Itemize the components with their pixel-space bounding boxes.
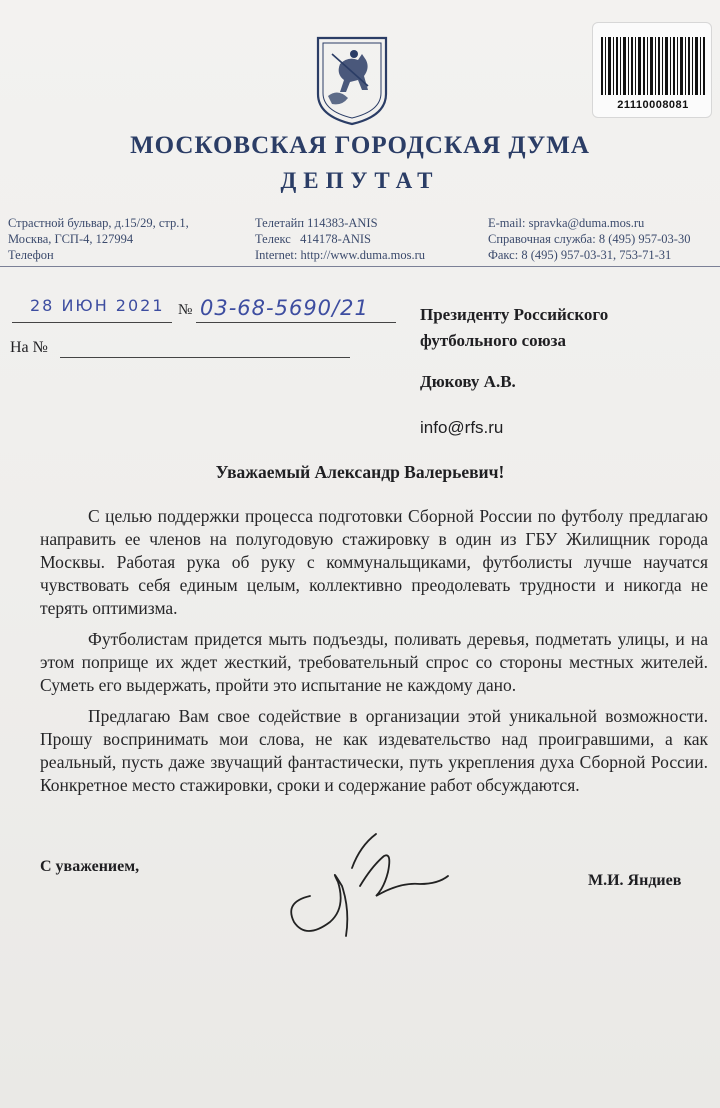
registration-date: 28 ИЮН 2021	[30, 296, 165, 315]
reference-underline	[60, 357, 350, 358]
address-line: Москва, ГСП-4, 127994	[8, 232, 134, 246]
signature-icon	[280, 826, 460, 946]
telex-line: Телекс 414178-ANIS	[255, 232, 372, 246]
address-line: Страстной бульвар, д.15/29, стр.1,	[8, 216, 189, 230]
signer-name: М.И. Яндиев	[588, 872, 682, 889]
salutation: Уважаемый Александр Валерьевич!	[215, 462, 505, 482]
reference-label: На №	[10, 339, 48, 356]
barcode-sticker	[592, 22, 712, 118]
recipient-name: Дюкову А.В.	[420, 372, 516, 391]
number-underline	[196, 322, 396, 323]
letter-body	[40, 505, 708, 805]
addressee-line: Президенту Российского	[420, 305, 609, 324]
org-title: МОСКОВСКАЯ ГОРОДСКАЯ ДУМА	[130, 132, 590, 159]
moscow-coat-of-arms-icon	[314, 34, 390, 126]
barcode-number: 21110008081	[617, 99, 689, 111]
paragraph: Предлагаю Вам свое содействие в организации этой уникальной возможности. Прошу воспринимать мои слова, не как издевательство над проигравшими, а как реальный, пусть даже звучащий фантастически, путь укрепления духа Сборной России. Конкретное место стажировки, сроки и содержание работ обсуждаются.	[40, 706, 708, 795]
phone-label: Телефон	[8, 248, 54, 262]
barcode-icon	[601, 37, 705, 95]
addressee-block	[420, 302, 608, 354]
org-subtitle: ДЕПУТАТ	[280, 168, 440, 193]
internet-line: Internet: http://www.duma.mos.ru	[255, 248, 425, 262]
registration-number: 03-68-5690/21	[200, 296, 369, 320]
fax-line: Факс: 8 (495) 957-03-31, 753-71-31	[488, 248, 672, 262]
teletype-line: Телетайп 114383-ANIS	[255, 216, 378, 230]
recipient-email: info@rfs.ru	[420, 418, 504, 437]
date-underline	[12, 322, 172, 323]
contacts-comm	[255, 215, 425, 263]
paragraph: Футболистам придется мыть подъезды, поливать деревья, подметать улицы, и на этом поприще их ждет жесткий, требовательный спрос со стороны местных жителей. Суметь его выдержать, пройти это испытание не каждому дано.	[40, 629, 708, 695]
closing: С уважением,	[40, 858, 140, 875]
header-divider	[0, 266, 720, 267]
help-line: Справочная служба: 8 (495) 957-03-30	[488, 232, 691, 246]
contacts-address	[8, 215, 189, 263]
email-line: E-mail: spravka@duma.mos.ru	[488, 216, 645, 230]
paragraph: С целью поддержки процесса подготовки Сборной России по футболу предлагаю направить ее членов на полугодовую стажировку в один из ГБУ Жилищник города Москвы. Работая рука об руку с коммунальщиками, футболисты лучше научатся чувствовать себя единым целым, коллективно преодолевать трудности и никогда не терять оптимизма.	[40, 506, 708, 618]
contacts-email	[488, 215, 690, 263]
addressee-line: футбольного союза	[420, 331, 566, 350]
number-label: №	[178, 302, 193, 318]
